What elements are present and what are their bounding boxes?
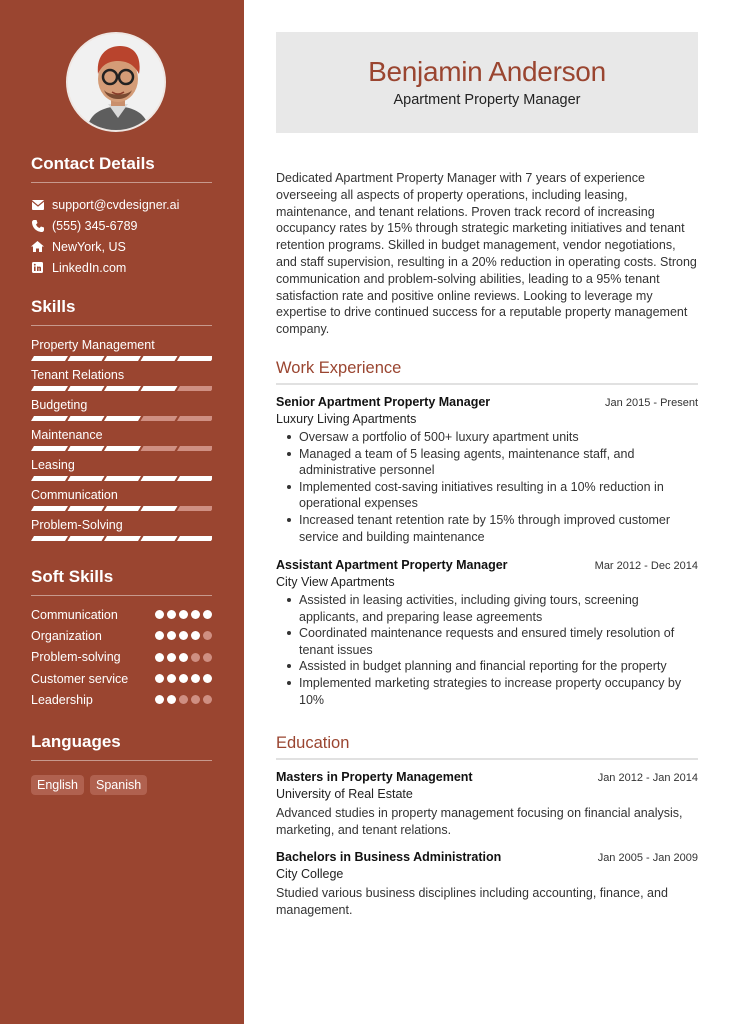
skill-segment-filled — [68, 416, 105, 421]
skill-level-bar — [31, 476, 212, 481]
skill-segment-filled — [141, 356, 178, 361]
contact-phone-text: (555) 345-6789 — [52, 218, 138, 233]
skill-label: Leasing — [31, 458, 75, 472]
sidebar — [0, 0, 244, 1024]
rating-dot-empty — [203, 695, 212, 704]
skill-segment-filled — [31, 356, 68, 361]
skill-segment-empty — [141, 416, 178, 421]
skill-segment-filled — [141, 506, 178, 511]
job-bullet: Increased tenant retention rate by 15% through improved customer service and building maintenance — [276, 512, 698, 545]
language-tag: English — [31, 775, 84, 795]
soft-skill-label: Organization — [31, 628, 102, 643]
soft-skill-rating — [155, 631, 212, 640]
company-name: Luxury Living Apartments — [276, 412, 417, 426]
skill-item — [31, 457, 212, 487]
skill-segment-filled — [177, 356, 212, 361]
soft-skill-rating — [155, 610, 212, 619]
rating-dot-filled — [155, 653, 164, 662]
skill-level-bar — [31, 506, 212, 511]
job-date: Mar 2012 - Dec 2014 — [594, 560, 698, 572]
skill-segment-filled — [177, 536, 212, 541]
skill-segment-filled — [31, 446, 68, 451]
soft-skill-item — [31, 668, 212, 689]
soft-skill-item — [31, 689, 212, 710]
rating-dot-filled — [155, 674, 164, 683]
job-bullet: Implemented cost-saving initiatives resulting in a 10% reduction in operational expenses — [276, 479, 698, 512]
skill-level-bar — [31, 356, 212, 361]
candidate-name: Benjamin Anderson — [368, 56, 606, 87]
skill-label: Tenant Relations — [31, 368, 125, 382]
job-title: Assistant Apartment Property Manager — [276, 558, 508, 572]
rating-dot-empty — [191, 695, 200, 704]
skill-item — [31, 367, 212, 397]
work-experience-title: Work Experience — [276, 359, 698, 385]
degree-description: Advanced studies in property management focusing on financial analysis, marketing, and tenant relations. — [276, 806, 683, 837]
work-entry — [276, 558, 698, 708]
school-name: University of Real Estate — [276, 787, 413, 801]
skill-level-bar — [31, 386, 212, 391]
job-bullets — [276, 429, 698, 545]
skill-label: Communication — [31, 488, 118, 502]
rating-dot-filled — [155, 695, 164, 704]
phone-icon — [31, 219, 44, 232]
skill-segment-filled — [68, 446, 105, 451]
rating-dot-empty — [179, 695, 188, 704]
job-bullet: Assisted in budget planning and financial reporting for the property — [276, 658, 698, 675]
education-title: Education — [276, 734, 698, 760]
skill-item — [31, 487, 212, 517]
rating-dot-filled — [203, 610, 212, 619]
soft-skills-title: Soft Skills — [31, 567, 212, 596]
rating-dot-empty — [191, 653, 200, 662]
rating-dot-filled — [191, 631, 200, 640]
skill-label: Property Management — [31, 338, 155, 352]
contact-section — [31, 154, 212, 278]
skill-segment-filled — [31, 506, 68, 511]
skill-segment-filled — [68, 356, 105, 361]
rating-dot-filled — [155, 631, 164, 640]
linkedin-icon — [31, 261, 44, 274]
rating-dot-filled — [179, 631, 188, 640]
envelope-icon — [31, 198, 44, 211]
skills-title: Skills — [31, 297, 212, 326]
skill-segment-filled — [31, 536, 68, 541]
skill-segment-filled — [31, 476, 68, 481]
rating-dot-filled — [167, 674, 176, 683]
skill-segment-empty — [177, 416, 212, 421]
profile-summary: Dedicated Apartment Property Manager with 7 years of experience overseeing all aspects of property operations, including leasing, maintenance, and tenant relations. Proven track record of increasing occupancy rates by 15% through strategic marketing initiatives and tenant retention programs. Skilled in budget management, vendor negotiations, and staff supervision, resulting in a 20% reduction in operating costs. Strong communication and problem-solving abilities, leading to a 95% tenant satisfaction rate and positive online reviews. Looking to leverage my expertise to drive continued success for a reputable property management company. — [276, 171, 697, 337]
work-entry — [276, 395, 698, 545]
soft-skill-rating — [155, 653, 212, 662]
degree-date: Jan 2005 - Jan 2009 — [597, 852, 698, 864]
job-bullet: Managed a team of 5 leasing agents, maintenance staff, and administrative personnel — [276, 446, 698, 479]
skill-segment-filled — [104, 476, 141, 481]
contact-title: Contact Details — [31, 154, 212, 183]
skill-segment-filled — [104, 416, 141, 421]
rating-dot-filled — [191, 674, 200, 683]
header — [276, 32, 698, 133]
skill-item — [31, 397, 212, 427]
home-icon — [31, 240, 44, 253]
skill-segment-empty — [177, 386, 212, 391]
skill-segment-filled — [31, 416, 68, 421]
degree-title: Masters in Property Management — [276, 770, 473, 784]
skill-level-bar — [31, 536, 212, 541]
contact-location-text: NewYork, US — [52, 239, 126, 254]
avatar — [66, 32, 166, 132]
language-tag: Spanish — [90, 775, 147, 795]
soft-skill-rating — [155, 674, 212, 683]
skill-segment-filled — [68, 536, 105, 541]
job-bullet: Assisted in leasing activities, including giving tours, screening applicants, and preparing lease agreements — [276, 592, 698, 625]
skill-segment-filled — [141, 536, 178, 541]
soft-skill-item — [31, 647, 212, 668]
skill-label: Maintenance — [31, 428, 103, 442]
soft-skill-label: Leadership — [31, 692, 93, 707]
rating-dot-filled — [179, 653, 188, 662]
rating-dot-filled — [179, 610, 188, 619]
soft-skill-item — [31, 604, 212, 625]
avatar-portrait-image — [68, 34, 166, 132]
soft-skill-item — [31, 625, 212, 646]
job-bullet: Oversaw a portfolio of 500+ luxury apartment units — [276, 429, 698, 446]
education-entry — [276, 770, 698, 839]
languages-list — [31, 775, 212, 795]
skill-segment-filled — [104, 536, 141, 541]
skill-segment-filled — [177, 476, 212, 481]
languages-title: Languages — [31, 732, 212, 761]
rating-dot-filled — [155, 610, 164, 619]
soft-skill-label: Customer service — [31, 671, 129, 686]
rating-dot-empty — [203, 653, 212, 662]
job-date: Jan 2015 - Present — [605, 397, 698, 409]
soft-skill-label: Problem-solving — [31, 650, 121, 665]
rating-dot-filled — [179, 674, 188, 683]
skill-segment-filled — [68, 506, 105, 511]
rating-dot-filled — [203, 674, 212, 683]
skill-segment-empty — [177, 446, 212, 451]
rating-dot-filled — [167, 631, 176, 640]
job-title: Senior Apartment Property Manager — [276, 395, 491, 409]
rating-dot-filled — [167, 695, 176, 704]
skill-segment-empty — [141, 446, 178, 451]
skills-section — [31, 297, 212, 547]
languages-section — [31, 732, 212, 795]
skill-segment-filled — [104, 446, 141, 451]
skill-segment-filled — [104, 356, 141, 361]
contact-phone[interactable] — [31, 215, 212, 236]
job-bullets — [276, 592, 698, 708]
company-name: City View Apartments — [276, 575, 395, 589]
contact-linkedin-text: LinkedIn.com — [52, 260, 127, 275]
skill-item — [31, 427, 212, 457]
skill-segment-filled — [68, 386, 105, 391]
skill-segment-filled — [68, 476, 105, 481]
contact-linkedin[interactable] — [31, 257, 212, 278]
candidate-title: Apartment Property Manager — [393, 92, 581, 108]
degree-description: Studied various business disciplines including accounting, finance, and management. — [276, 886, 668, 917]
skill-item — [31, 337, 212, 367]
skill-segment-empty — [177, 506, 212, 511]
soft-skill-label: Communication — [31, 607, 118, 622]
skill-segment-filled — [141, 386, 178, 391]
soft-skill-rating — [155, 695, 212, 704]
rating-dot-filled — [191, 610, 200, 619]
degree-title: Bachelors in Business Administration — [276, 850, 502, 864]
skill-item — [31, 517, 212, 547]
education-entry — [276, 850, 698, 919]
skill-level-bar — [31, 446, 212, 451]
school-name: City College — [276, 867, 344, 881]
skill-segment-filled — [104, 386, 141, 391]
contact-email-text: support@cvdesigner.ai — [52, 197, 180, 212]
skill-segment-filled — [104, 506, 141, 511]
contact-email[interactable] — [31, 194, 212, 215]
rating-dot-empty — [203, 631, 212, 640]
skill-label: Budgeting — [31, 398, 88, 412]
rating-dot-filled — [167, 653, 176, 662]
skill-label: Problem-Solving — [31, 518, 123, 532]
degree-date: Jan 2012 - Jan 2014 — [597, 772, 698, 784]
skill-segment-filled — [31, 386, 68, 391]
contact-location — [31, 236, 212, 257]
skill-level-bar — [31, 416, 212, 421]
rating-dot-filled — [167, 610, 176, 619]
soft-skills-section — [31, 567, 212, 710]
job-bullet: Coordinated maintenance requests and ensured timely resolution of tenant issues — [276, 625, 698, 658]
skill-segment-filled — [141, 476, 178, 481]
job-bullet: Implemented marketing strategies to increase property occupancy by 10% — [276, 675, 698, 708]
